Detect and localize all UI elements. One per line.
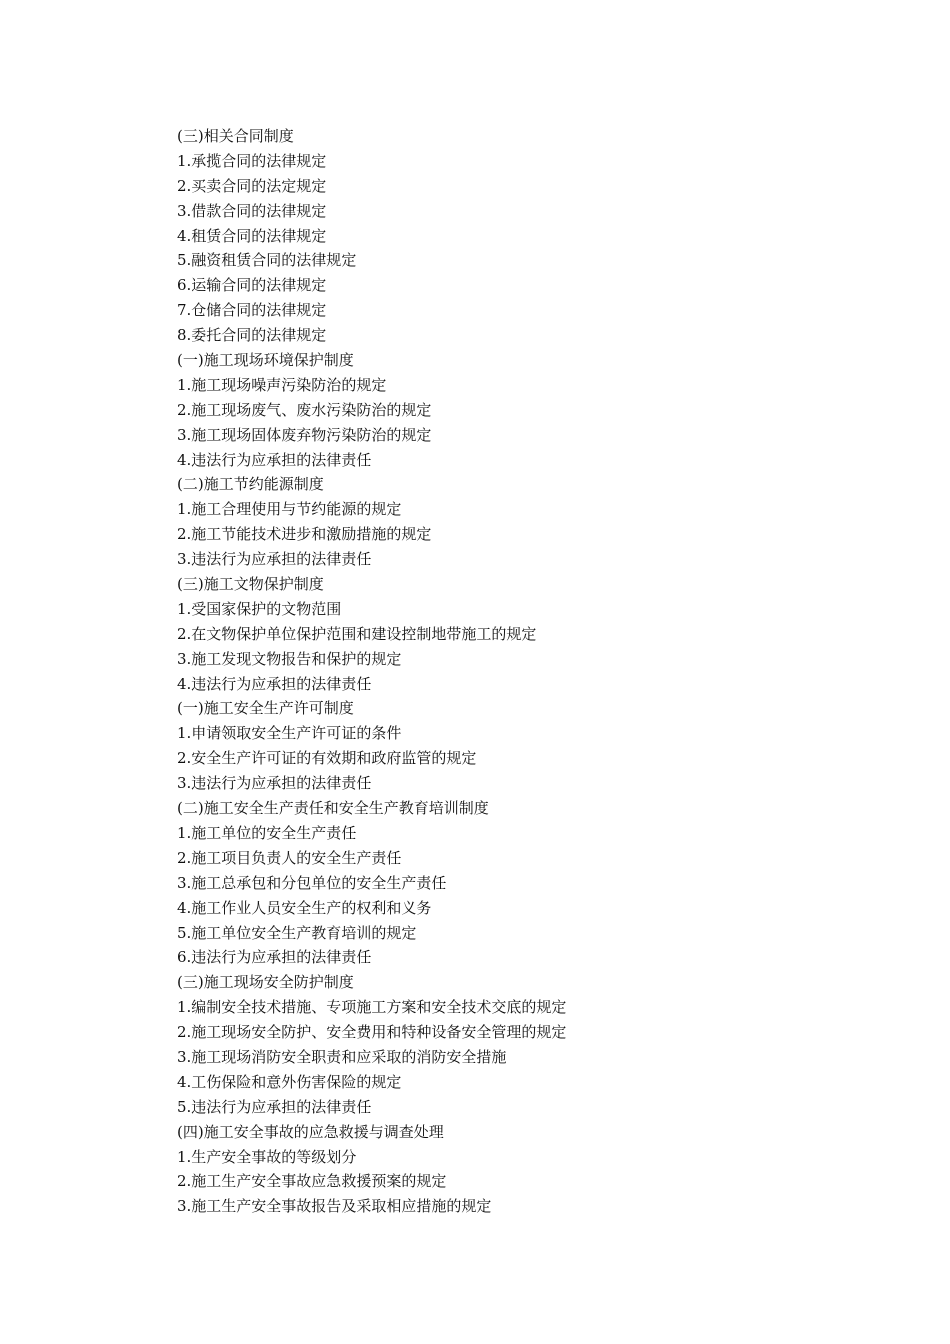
text-line: 1.生产安全事故的等级划分 xyxy=(177,1147,357,1166)
text-line: 1.申请领取安全生产许可证的条件 xyxy=(177,724,402,743)
text-line: 8.委托合同的法律规定 xyxy=(177,326,327,345)
text-line: 4.工伤保险和意外伤害保险的规定 xyxy=(177,1072,402,1091)
text-line: 2.施工生产安全事故应急救援预案的规定 xyxy=(177,1172,447,1191)
text-line: 4.租赁合同的法律规定 xyxy=(177,226,327,245)
text-line: 5.施工单位安全生产教育培训的规定 xyxy=(177,923,417,942)
text-line: 5.融资租赁合同的法律规定 xyxy=(177,251,357,270)
text-line: 3.施工发现文物报告和保护的规定 xyxy=(177,649,402,668)
text-line: 3.施工生产安全事故报告及采取相应措施的规定 xyxy=(177,1197,492,1216)
text-line: 3.违法行为应承担的法律责任 xyxy=(177,550,372,569)
text-line: 3.施工现场固体废弃物污染防治的规定 xyxy=(177,425,432,444)
text-line: (一)施工安全生产许可制度 xyxy=(177,699,354,718)
text-line: 1.承揽合同的法律规定 xyxy=(177,151,327,170)
text-line: 3.施工现场消防安全职责和应采取的消防安全措施 xyxy=(177,1047,507,1066)
text-line: 1.编制安全技术措施、专项施工方案和安全技术交底的规定 xyxy=(177,998,567,1017)
text-line: 2.施工现场废气、废水污染防治的规定 xyxy=(177,400,432,419)
document-text-lines xyxy=(177,124,877,1219)
text-line: 2.施工节能技术进步和激励措施的规定 xyxy=(177,525,432,544)
text-line: (二)施工安全生产责任和安全生产教育培训制度 xyxy=(177,799,489,818)
text-line: 2.买卖合同的法定规定 xyxy=(177,176,327,195)
text-line: 5.违法行为应承担的法律责任 xyxy=(177,1097,372,1116)
text-line: (一)施工现场环境保护制度 xyxy=(177,351,354,370)
text-line: 1.施工合理使用与节约能源的规定 xyxy=(177,500,402,519)
text-line: (三)施工文物保护制度 xyxy=(177,575,324,594)
text-line: 2.施工项目负责人的安全生产责任 xyxy=(177,848,402,867)
text-line: (二)施工节约能源制度 xyxy=(177,475,324,494)
text-line: 7.仓储合同的法律规定 xyxy=(177,301,327,320)
text-line: 2.施工现场安全防护、安全费用和特种设备安全管理的规定 xyxy=(177,1023,567,1042)
text-line: (三)相关合同制度 xyxy=(177,127,294,145)
text-line: 3.施工总承包和分包单位的安全生产责任 xyxy=(177,873,447,892)
text-line: (三)施工现场安全防护制度 xyxy=(177,973,354,992)
text-line: 1.施工现场噪声污染防治的规定 xyxy=(177,375,387,394)
text-line: 3.违法行为应承担的法律责任 xyxy=(177,774,372,793)
text-line: (四)施工安全事故的应急救援与调查处理 xyxy=(177,1122,444,1141)
text-line: 4.违法行为应承担的法律责任 xyxy=(177,674,372,693)
text-line: 1.受国家保护的文物范围 xyxy=(177,599,342,618)
text-line: 2.在文物保护单位保护范围和建设控制地带施工的规定 xyxy=(177,624,537,643)
text-line: 6.运输合同的法律规定 xyxy=(177,276,327,295)
text-line: 4.违法行为应承担的法律责任 xyxy=(177,450,372,469)
text-line: 1.施工单位的安全生产责任 xyxy=(177,823,357,842)
text-line: 6.违法行为应承担的法律责任 xyxy=(177,948,372,967)
text-line: 3.借款合同的法律规定 xyxy=(177,201,327,220)
text-line: 2.安全生产许可证的有效期和政府监管的规定 xyxy=(177,749,477,768)
text-line: 4.施工作业人员安全生产的权利和义务 xyxy=(177,898,432,917)
